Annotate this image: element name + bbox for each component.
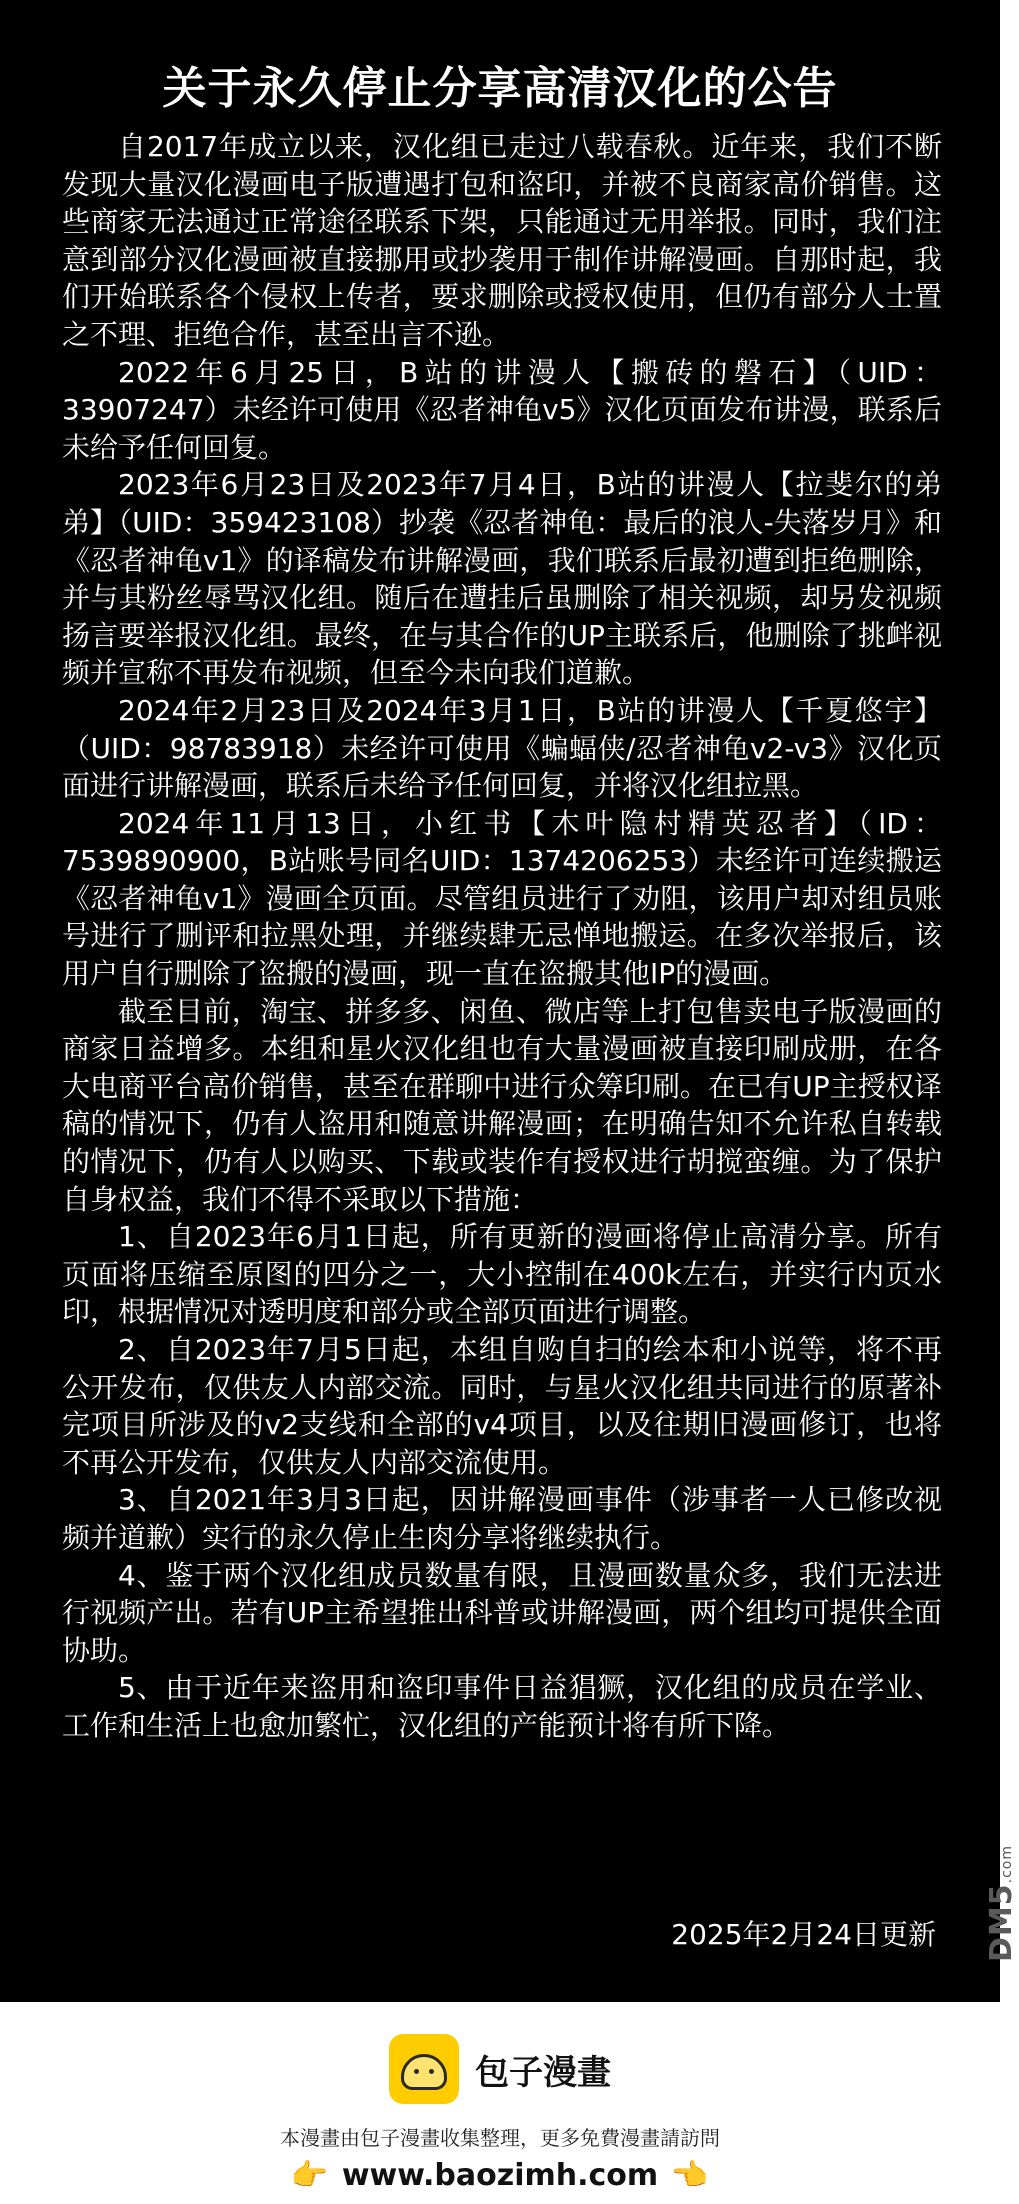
measure-1: 1、自2023年6月1日起，所有更新的漫画将停止高清分享。所有页面将压缩至原图的四分之一，大小控制在400k左右，并实行内页水印，根据情况对透明度和部分或全部页面进行调整。 — [62, 1220, 942, 1329]
measure-4: 4、鉴于两个汉化组成员数量有限，且漫画数量众多，我们无法进行视频产出。若有UP主希望推出科普或讲解漫画，两个组均可提供全面协助。 — [62, 1558, 942, 1667]
paragraph-intro: 自2017年成立以来，汉化组已走过八载春秋。近年来，我们不断发现大量汉化漫画电子版遭遇打包和盗印，并被不良商家高价销售。这些商家无法通过正常途径联系下架，只能通过无用举报。同时，我们注意到部分汉化漫画被直接挪用或抄袭用于制作讲解漫画。自那时起，我们开始联系各个侵权上传者，要求删除或授权使用，但仍有部分人士置之不理、拒绝合作，甚至出言不逊。 — [62, 130, 942, 351]
paragraph-incident-2023: 2023年6月23日及2023年7月4日，B站的讲漫人【拉斐尔的弟弟】（UID：359423108）抄袭《忍者神龟：最后的浪人-失落岁月》和《忍者神龟v1》的译稿发布讲解漫画，我们联系后最初遭到拒绝删除，并与其粉丝辱骂汉化组。随后在遭挂后虽删除了相关视频，却另发视频扬言要举报汉化组。最终，在与其合作的UP主联系后，他删除了挑衅视频并宣称不再发布视频，但至今未向我们道歉。 — [62, 468, 942, 690]
measure-5: 5、由于近年来盗用和盗印事件日益猖獗，汉化组的成员在学业、工作和生活上也愈加繁忙，汉化组的产能预计将有所下降。 — [62, 1671, 942, 1742]
baozi-logo-icon — [389, 2034, 459, 2104]
measure-3: 3、自2021年3月3日起，因讲解漫画事件（涉事者一人已修改视频并道歉）实行的永久停止生肉分享将继续执行。 — [62, 1483, 942, 1554]
pointing-hand-left-icon: 👉 — [672, 2157, 710, 2193]
paragraph-current-situation: 截至目前，淘宝、拼多多、闲鱼、微店等上打包售卖电子版漫画的商家日益增多。本组和星火汉化组也有大量漫画被直接印刷成册，在各大电商平台高价销售，甚至在群聊中进行众筹印刷。在已有UP主授权译稿的情况下，仍有人盗用和随意讲解漫画；在明确告知不允许私自转载的情况下，仍有人以购买、下载或装作有授权进行胡搅蛮缠。为了保护自身权益，我们不得不采取以下措施： — [62, 994, 942, 1216]
paragraph-incident-2024-nov: 2024年11月13日，小红书【木叶隐村精英忍者】（ID：7539890900，B站账号同名UID：1374206253）未经许可连续搬运《忍者神龟v1》漫画全页面。尽管组员进行了劝阻，该用户却对组员账号进行了删评和拉黑处理，并继续肆无忌惮地搬运。在多次举报后，该用户自行删除了盗搬的漫画，现一直在盗搬其他IP的漫画。 — [62, 806, 942, 991]
site-url-link[interactable]: www.baozimh.com — [341, 2158, 659, 2193]
dm5-watermark — [984, 1845, 1019, 1962]
paragraph-incident-2022: 2022年6月25日，B站的讲漫人【搬砖的磐石】（UID：33907247）未经许可使用《忍者神龟v5》汉化页面发布讲漫，联系后未给予任何回复。 — [62, 355, 942, 464]
site-link-row[interactable] — [0, 2158, 1000, 2193]
announcement-title: 关于永久停止分享高清汉化的公告 — [162, 63, 838, 114]
pointing-hand-icon: 👉 — [290, 2157, 328, 2193]
announcement-body — [62, 128, 942, 1745]
brand-row[interactable] — [0, 2034, 1000, 2104]
paragraph-incident-2024-feb: 2024年2月23日及2024年3月1日，B站的讲漫人【千夏悠宇】（UID：98783918）未经许可使用《蝙蝠侠/忍者神龟v2-v3》汉化页面进行讲解漫画，联系后未给予任何回复，并将汉化组拉黑。 — [62, 693, 942, 803]
watermark-sub: .com — [999, 1845, 1015, 1884]
watermark-text: DM5 — [984, 1883, 1019, 1962]
measure-2: 2、自2023年7月5日起，本组自购自扫的绘本和小说等，将不再公开发布，仅供友人内部交流。同时，与星火汉化组共同进行的原著补完项目所涉及的v2支线和全部的v4项目，以及往期旧漫画修订，也将不再公开发布，仅供友人内部交流使用。 — [62, 1333, 942, 1479]
credit-text: 本漫畫由包子漫畫收集整理，更多免費漫畫請訪問 — [280, 2126, 720, 2150]
update-date: 2025年2月24日更新 — [671, 1918, 936, 1951]
brand-name: 包子漫畫 — [475, 2052, 611, 2093]
site-footer — [0, 2002, 1000, 2204]
